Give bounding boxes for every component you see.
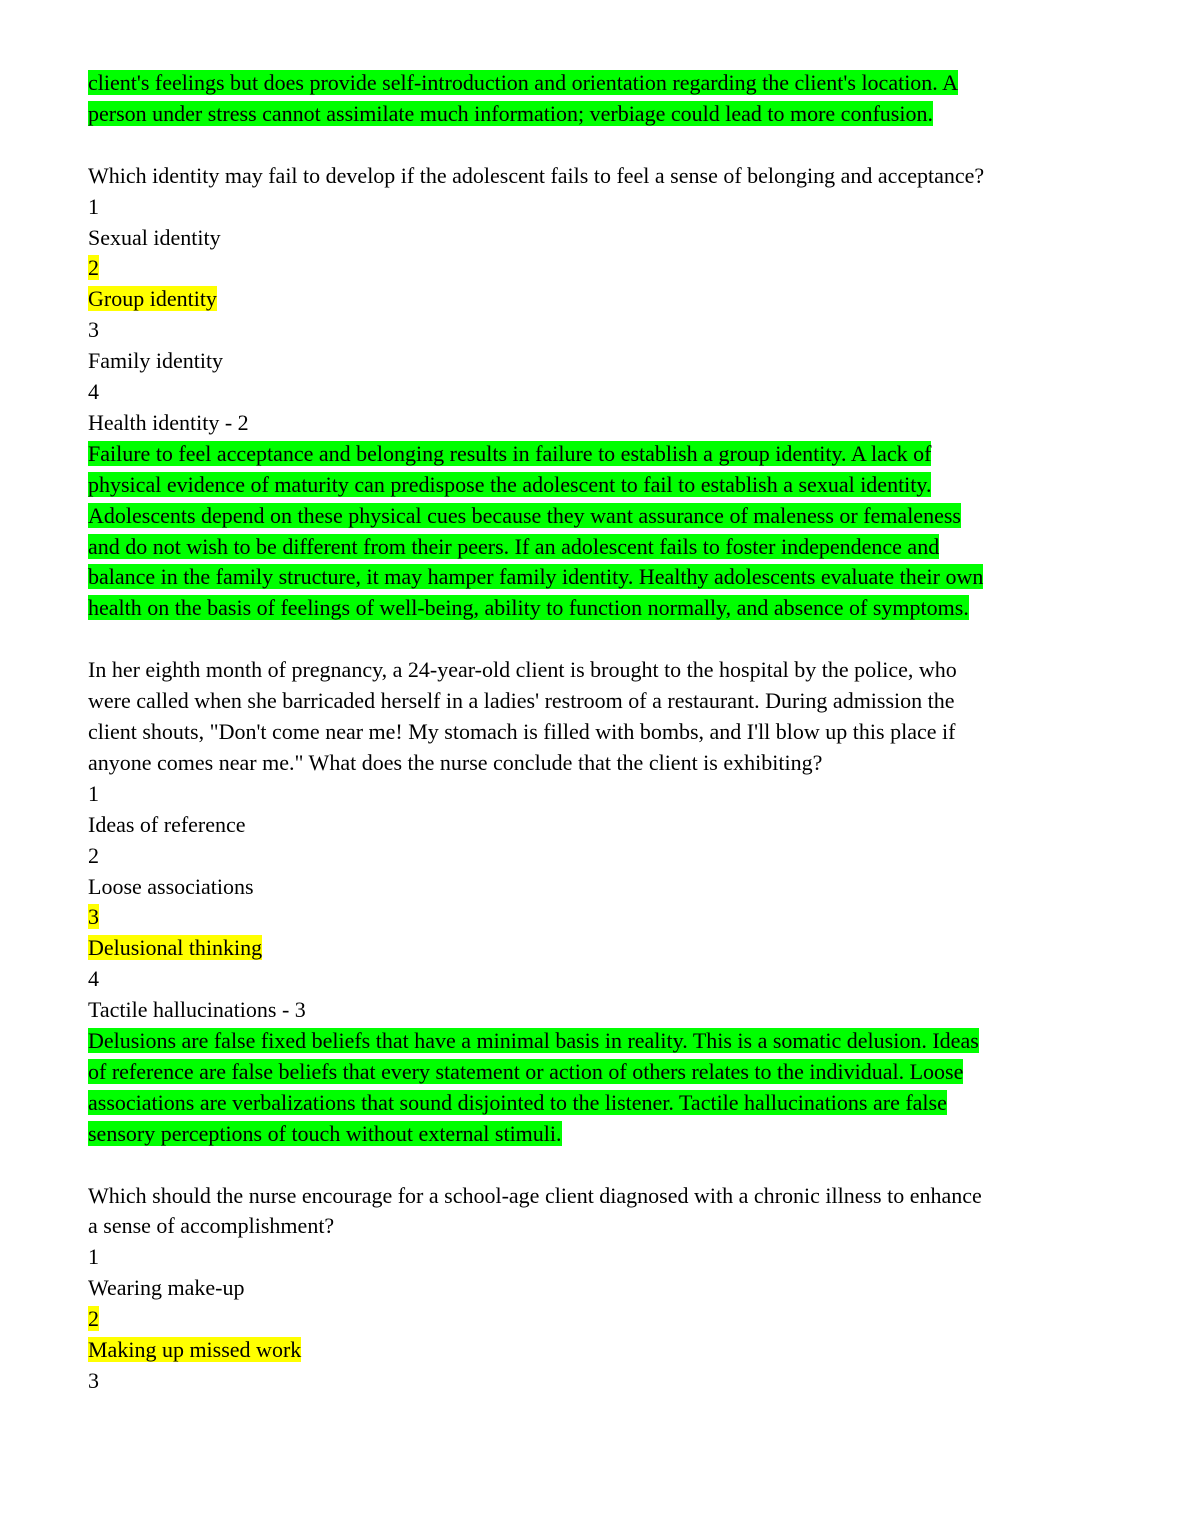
option-number: 1 (88, 780, 99, 806)
question-3 (88, 1181, 1088, 1397)
option-2 (88, 841, 1088, 903)
option-text: Family identity (88, 348, 224, 374)
stem-line: Which identity may fail to develop if the adolescent fails to feel a sense of belonging and acceptance? (88, 162, 985, 188)
option-1 (88, 779, 1088, 841)
option-text: Health identity - 2 (88, 409, 249, 435)
question-stem (88, 161, 1088, 192)
option-text: Delusional thinking (88, 935, 263, 961)
option-number: 3 (88, 1368, 99, 1394)
option-number: 4 (88, 379, 99, 405)
option-text: Loose associations (88, 873, 254, 899)
rationale-line: Delusions are false fixed beliefs that have a minimal basis in reality. This is a somatic delusion. Ideas (88, 1028, 979, 1054)
document-page (88, 68, 1088, 1397)
rationale-line: client's feelings but does provide self-introduction and orientation regarding the client's location. A (88, 70, 958, 95)
option-number: 3 (88, 904, 99, 930)
option-text: Tactile hallucinations - 3 (88, 997, 306, 1023)
option-number: 2 (88, 842, 99, 868)
option-1 (88, 1242, 1088, 1304)
intro-rationale (88, 68, 1088, 130)
option-3 (88, 315, 1088, 377)
option-4 (88, 964, 1088, 1026)
stem-line: were called when she barricaded herself in a ladies' restroom of a restaurant. During admission the (88, 688, 955, 714)
question-stem (88, 1181, 1088, 1243)
option-3-correct (88, 902, 1088, 964)
stem-line: In her eighth month of pregnancy, a 24-year-old client is brought to the hospital by the police, who (88, 657, 957, 683)
stem-line: anyone comes near me." What does the nurse conclude that the client is exhibiting? (88, 749, 823, 775)
rationale-line: Failure to feel acceptance and belonging results in failure to establish a group identity. A lack of (88, 440, 932, 466)
stem-line: Which should the nurse encourage for a school-age client diagnosed with a chronic illness to enhance (88, 1182, 982, 1208)
question-stem (88, 655, 1088, 779)
option-text: Wearing make-up (88, 1275, 245, 1301)
rationale-line: physical evidence of maturity can predispose the adolescent to fail to establish a sexual identity. (88, 471, 932, 497)
rationale-line: Adolescents depend on these physical cues because they want assurance of maleness or femaleness (88, 502, 961, 528)
option-2-correct (88, 1304, 1088, 1366)
option-text: Making up missed work (88, 1337, 302, 1363)
option-3 (88, 1366, 1088, 1397)
option-number: 4 (88, 966, 99, 992)
option-number: 2 (88, 1306, 99, 1332)
rationale-line: sensory perceptions of touch without external stimuli. (88, 1120, 562, 1146)
rationale-line: and do not wish to be different from their peers. If an adolescent fails to foster independence and (88, 533, 940, 559)
rationale-line: person under stress cannot assimilate much information; verbiage could lead to more confusion. (88, 100, 933, 126)
rationale-line: associations are verbalizations that sound disjointed to the listener. Tactile hallucinations are false (88, 1089, 947, 1115)
question-2 (88, 655, 1088, 1150)
option-text: Sexual identity (88, 224, 221, 250)
option-text: Group identity (88, 286, 217, 312)
option-number: 1 (88, 1244, 99, 1270)
option-text: Ideas of reference (88, 811, 246, 837)
option-4 (88, 377, 1088, 439)
stem-line: client shouts, "Don't come near me! My stomach is filled with bombs, and I'll blow up this place if (88, 719, 956, 744)
option-number: 3 (88, 317, 99, 343)
stem-line: a sense of accomplishment? (88, 1213, 335, 1239)
option-2-correct (88, 253, 1088, 315)
rationale-line: balance in the family structure, it may hamper family identity. Healthy adolescents evaluate their own (88, 564, 984, 590)
option-1 (88, 192, 1088, 254)
option-number: 2 (88, 255, 99, 281)
rationale-line: of reference are false beliefs that every statement or action of others relates to the individual. Loose (88, 1058, 964, 1084)
option-number: 1 (88, 193, 99, 219)
question-1 (88, 161, 1088, 625)
question-rationale (88, 439, 1088, 624)
question-rationale (88, 1026, 1088, 1150)
rationale-line: health on the basis of feelings of well-being, ability to function normally, and absence of symptoms. (88, 595, 969, 621)
